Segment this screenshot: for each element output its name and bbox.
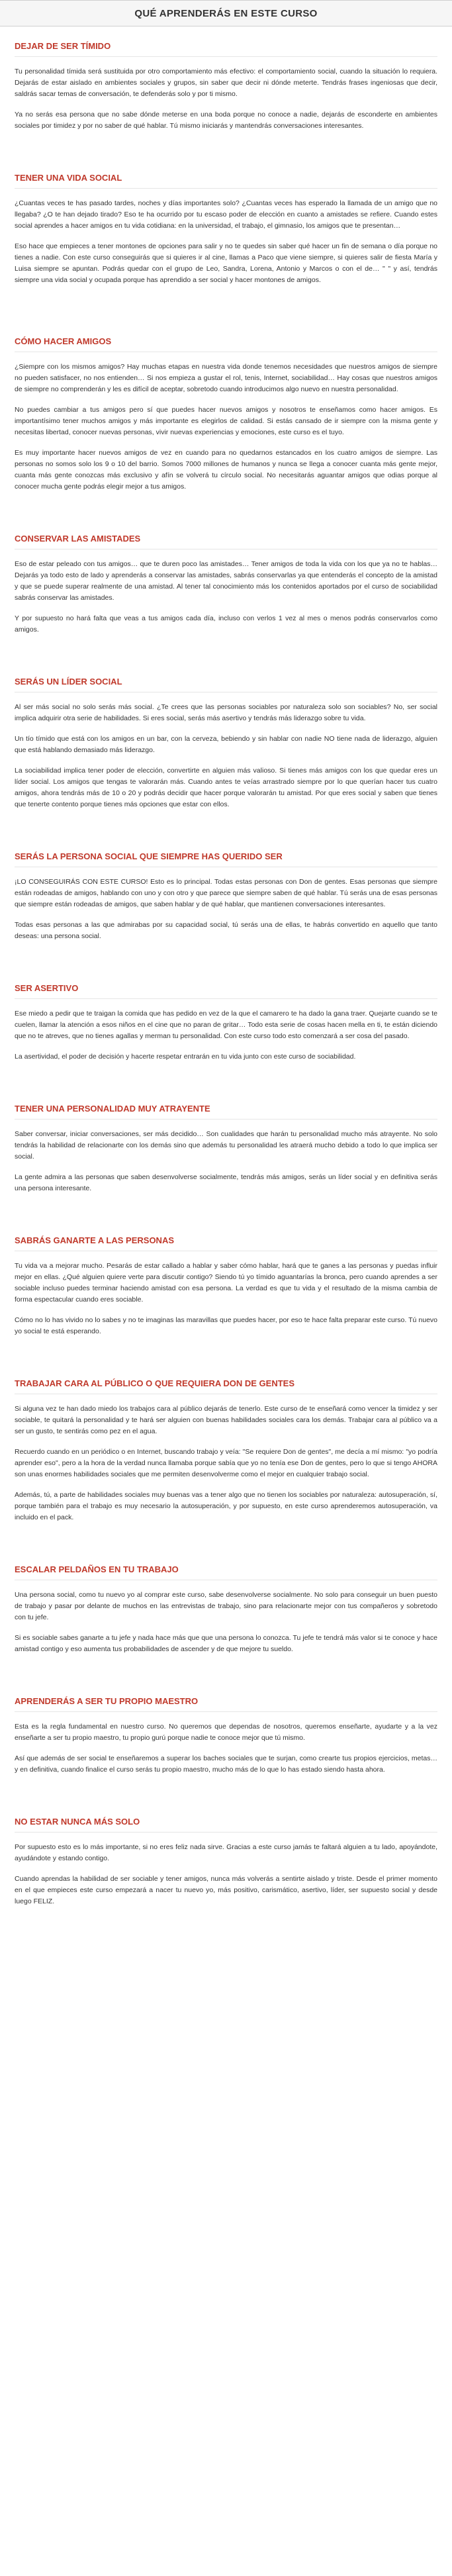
section-title: DEJAR DE SER TÍMIDO bbox=[15, 41, 437, 57]
section-title: CÓMO HACER AMIGOS bbox=[15, 336, 437, 352]
section-paragraph: Así que además de ser social te enseñaremos a superar los baches sociales que te surjan, como crearte tus propios ejercicios, metas… y en definitiva, cuando finalice el curso serás tu propio maestro, mucho más de lo que lo has estado siendo hasta ahora. bbox=[15, 1754, 437, 1774]
section-ser-asertivo bbox=[15, 969, 437, 1063]
section-title: TRABAJAR CARA AL PÚBLICO O QUE REQUIERA DON DE GENTES bbox=[15, 1378, 437, 1394]
page-title: QUÉ APRENDERÁS EN ESTE CURSO bbox=[134, 7, 318, 19]
section-paragraph: La sociabilidad implica tener poder de elección, convertirte en alguien más valioso. Si tienes más amigos con los que quedar eres un líder social. Los amigos que tengas te valorarán más. Cuando antes te veías arrastrado siempre por lo que querían hacer tus cuatro amigos, ahora tendrás más de 10 o 20 y podrás decidir que hacer porque valorarán tu amistad. Por que eres social y saben que tienes que tenerte contento porque tienes más opciones que estar con ellos. bbox=[15, 767, 437, 808]
section-paragraph: Ese miedo a pedir que te traigan la comida que has pedido en vez de la que el camarero te ha dado la gana traer. Quejarte cuando se te cuelen, llamar la atención a esos niños en el cine que no paran de gritar… Todo esta serie de cosas hacen mella en ti, te están diciendo que no te atreves, que no tienes agallas y merman tu personalidad. Con este curso todo esto comenzará a ser cosa del pasado. bbox=[15, 1010, 437, 1040]
section-seras-la-persona-social bbox=[15, 837, 437, 942]
section-title: SERÁS LA PERSONA SOCIAL QUE SIEMPRE HAS QUERIDO SER bbox=[15, 851, 437, 867]
section-title: SERÁS UN LÍDER SOCIAL bbox=[15, 677, 437, 692]
section-paragraph: Tu vida va a mejorar mucho. Pesarás de estar callado a hablar y saber cómo hablar, hará que te ganes a las personas y puedas influir mejor en ellas. ¿Qué alguien quiere verte para discutir contigo? Siendo tú yo tímido aguantarías la bronca, pero cuando aprendes a ser sociable incluso puedes terminar haciendo amistad con esa persona. La verdad es que tu vida y el resultado de la misma cambia de forma espectacular cuando eres sociable. bbox=[15, 1262, 437, 1304]
section-seras-un-lider-social bbox=[15, 662, 437, 810]
section-paragraph: Ya no serás esa persona que no sabe dónde meterse en una boda porque no conoce a nadie, dejarás de esconderte en ambientes sociales por timidez y por no saber de qué hablar. Tú mismo iniciarás y mantendrás conversaciones interesantes. bbox=[15, 111, 437, 130]
section-title: TENER UNA PERSONALIDAD MUY ATRAYENTE bbox=[15, 1104, 437, 1120]
section-escalar-peldanos bbox=[15, 1550, 437, 1655]
section-no-estar-solo bbox=[15, 1802, 437, 1907]
page-header bbox=[0, 0, 452, 26]
section-paragraph: Una persona social, como tu nuevo yo al comprar este curso, sabe desenvolverse socialmente. No solo para conseguir un buen puesto de trabajo y pasar por delante de muchos en las entrevistas de trabajo, sino para relacionarte mejor con tus compañeros y sobretodo con tu jefe. bbox=[15, 1591, 437, 1621]
section-title: CONSERVAR LAS AMISTADES bbox=[15, 534, 437, 549]
section-personalidad-atrayente bbox=[15, 1089, 437, 1194]
section-title: SABRÁS GANARTE A LAS PERSONAS bbox=[15, 1235, 437, 1251]
section-paragraph: Eso de estar peleado con tus amigos… que te duren poco las amistades… Tener amigos de toda la vida con los que ya no te hablas… Dejarás ya todo esto de lado y aprenderás a conservar las amistades, sabrás conservarlas ya que entenderás el concepto de la amistad y que se puede superar realmente de una amistad. Al tener tal conocimiento más los contenidos aportados por el curso de sociabilidad sabrás conservar las amistades. bbox=[15, 560, 437, 602]
section-paragraph: Cómo no lo has vivido no lo sabes y no te imaginas las maravillas que puedes hacer, por eso te hace falta preparar este curso. Tú nuevo yo social te está esperando. bbox=[15, 1316, 437, 1335]
section-paragraph: Recuerdo cuando en un periódico o en Internet, buscando trabajo y veía: "Se requiere Don de gentes", me decía a mí mismo: "yo podría aprender eso", pero a la hora de la verdad nunca llamaba porque sabía que yo no tenía ese Don de gentes, pero lo que si tengo AHORA son unas enormes habilidades sociales que me permiten desenvolverme como el mejor en cualquier trabajo social. bbox=[15, 1448, 437, 1478]
section-title: SER ASERTIVO bbox=[15, 983, 437, 999]
section-title: NO ESTAR NUNCA MÁS SOLO bbox=[15, 1817, 437, 1833]
section-paragraph: Es muy importante hacer nuevos amigos de vez en cuando para no quedarnos estancados en los cuatro amigos de siempre. Las personas no somos solo los 9 o 10 del barrio. Somos 7000 millones de humanos y nunca se llega a conocer cuanta más gente mejor, cuanta más gente conozcas más exclusivo y afín se volverá tu círculo social. No necesitarás aguantar amigos que odias porque al conocer mucha gente podrás elegir mejor a tus amigos. bbox=[15, 449, 437, 491]
section-paragraph: Y por supuesto no hará falta que veas a tus amigos cada día, incluso con verlos 1 vez al mes o menos podrás conservarlos como amigos. bbox=[15, 614, 437, 634]
section-como-hacer-amigos bbox=[15, 322, 437, 493]
section-paragraph: Al ser más social no solo serás más social. ¿Te crees que las personas sociables por naturaleza solo son sociables? No, ser social implica adquirir otra serie de habilidades. Si eres social, serás más asertivo y tendrás más liderazgo sobre tu vida. bbox=[15, 703, 437, 722]
section-paragraph: Si alguna vez te han dado miedo los trabajos cara al público dejarás de tenerlo. Este curso de te enseñará como vencer la timidez y ser sociable, te quitará la personalidad y te hará ser alguien con buenas habilidades sociales cara los demás. Trabajar cara al público va a ser un gusto, te sentirás como pez en el agua. bbox=[15, 1405, 437, 1435]
section-title: TENER UNA VIDA SOCIAL bbox=[15, 173, 437, 189]
section-ganarte-a-las-personas bbox=[15, 1221, 437, 1337]
section-paragraph: ¿Siempre con los mismos amigos? Hay muchas etapas en nuestra vida donde tenemos necesidades que nuestros amigos de siempre no pueden satisfacer, no nos entienden… Si nos empieza a gustar el rol, tenis, Internet, sociabilidad… Hay cosas que nuestros amigos de siempre no comprenderán y les es difícil de aceptar, sobretodo cuando introducimos algo nuevo en nuestra personalidad. bbox=[15, 363, 437, 393]
section-paragraph: ¿Cuantas veces te has pasado tardes, noches y días importantes solo? ¿Cuantas veces has esperado la llamada de un amigo que no llegaba? ¿O te han dejado tirado? Eso te ha ocurrido por tu escaso poder de elección en cuanto a amistades se refiere. Cuando estes social aprendes a hacer amigos en tu vida cotidiana: en la universidad, el trabajo, el gimnasio, los amigos que te presentan… bbox=[15, 199, 437, 230]
section-paragraph: Saber conversar, iniciar conversaciones, ser más decidido… Son cualidades que harán tu personalidad mucho más atrayente. No solo tendrás la habilidad de relacionarte con los demás sino que además tu personalidad les atraerá mucho debido a todo lo que implica ser social. bbox=[15, 1130, 437, 1161]
section-conservar-las-amistades bbox=[15, 519, 437, 636]
section-paragraph: Un tío tímido que está con los amigos en un bar, con la cerveza, bebiendo y sin hablar con nadie NO tiene nada de liderazgo, alguien que está hablando demasiado más liderazgo. bbox=[15, 735, 437, 754]
section-trabajar-cara-al-publico bbox=[15, 1364, 437, 1523]
section-paragraph: Esta es la regla fundamental en nuestro curso. No queremos que dependas de nosotros, queremos enseñarte, ayudarte y a la vez enseñarte a ser tu propio maestro, tu propio gurú porque nadie te conoce mejor que tú mismo. bbox=[15, 1723, 437, 1742]
section-dejar-de-ser-timido bbox=[15, 26, 437, 132]
section-paragraph: La asertividad, el poder de decisión y hacerte respetar entrarán en tu vida junto con este curso de sociabilidad. bbox=[15, 1053, 356, 1061]
section-title: ESCALAR PELDAÑOS EN TU TRABAJO bbox=[15, 1564, 437, 1580]
section-paragraph: No puedes cambiar a tus amigos pero sí que puedes hacer nuevos amigos y nosotros te enseñamos como hacer amigos. Es importantísimo tener muchos amigos y más importante es elegirlos de calidad. Si estás cansado de ir siempre con la misma gente y necesitas libertad, conocer nuevas personas, vivir nuevas experiencias y emociones, este curso es el tuyo. bbox=[15, 406, 437, 436]
section-paragraph: La gente admira a las personas que saben desenvolverse socialmente, tendrás más amigos, serás un líder social y en definitiva serás una persona interesante. bbox=[15, 1173, 437, 1192]
section-paragraph: Todas esas personas a las que admirabas por su capacidad social, tú serás una de ellas, te habrás convertido en aquello que tanto deseas: una persona social. bbox=[15, 921, 437, 940]
section-paragraph: ¡LO CONSEGUIRÁS CON ESTE CURSO! Esto es lo principal. Todas estas personas con Don de gentes. Esas personas que siempre están rodeadas de amigos, hablando con uno y con otro y que parece que siempre saben de qué hablar. Tú serás una de esas personas que siempre están rodeadas de amigos, que saben hablar y de qué hablar, que mantienen conversaciones interesantes. bbox=[15, 878, 437, 908]
section-paragraph: Eso hace que empieces a tener montones de opciones para salir y no te quedes sin saber qué hacer un fin de semana o día porque no tienes a nadie. Con este curso conseguirás que si quieres ir al cine, llamas a Paco que viene siempre, si quieres salir de fiesta María y Luisa siempre se apuntan. Podrás quedar con el grupo de Leo, Sandra, Lorena, Antonio y Marcos o con el de… " " y así, tendrás siempre una vida social y ocupada porque has aprendido a ser social y hacer montones de amigos. bbox=[15, 242, 437, 284]
section-paragraph: Por supuesto esto es lo más importante, si no eres feliz nada sirve. Gracias a este curso jamás te faltará alguien a tu lado, apoyándote, ayudándote y estando contigo. bbox=[15, 1843, 437, 1862]
section-propio-maestro bbox=[15, 1682, 437, 1776]
section-paragraph: Tu personalidad tímida será sustituida por otro comportamiento más efectivo: el comportamiento social, cuando la situación lo requiera. Dejarás de estar aislado en ambientes sociales y grupos, sin saber que decir ni dónde meterte. Tendrás frases ingeniosas que decir, saldrás sacar temas de conversación, te defenderás solo y por ti mismo. bbox=[15, 68, 437, 98]
section-paragraph: Si es sociable sabes ganarte a tu jefe y nada hace más que que una persona lo conozca. Tu jefe te tendrá más valor si te conoce y hace amistad contigo y eso aumenta tus probabilidades de ascender y de que mejore tu sueldo. bbox=[15, 1634, 437, 1653]
section-tener-una-vida-social bbox=[15, 158, 437, 286]
section-paragraph: Además, tú, a parte de habilidades sociales muy buenas vas a tener algo que no tienen los sociables por naturaleza: autosuperación, sí, porque también para el trabajo es muy necesario la autosuperación, y por supuesto, en este curso aprenderemos autosuperación, va incluido en el pack. bbox=[15, 1491, 437, 1521]
section-title: APRENDERÁS A SER TU PROPIO MAESTRO bbox=[15, 1696, 437, 1712]
section-paragraph: Cuando aprendas la habilidad de ser sociable y tener amigos, nunca más volverás a sentirte aislado y triste. Desde el primer momento en el que empieces este curso empezará a nacer tu nuevo yo, más positivo, carismático, asertivo, líder, ser supuesto social y desde luego FELIZ. bbox=[15, 1875, 437, 1905]
